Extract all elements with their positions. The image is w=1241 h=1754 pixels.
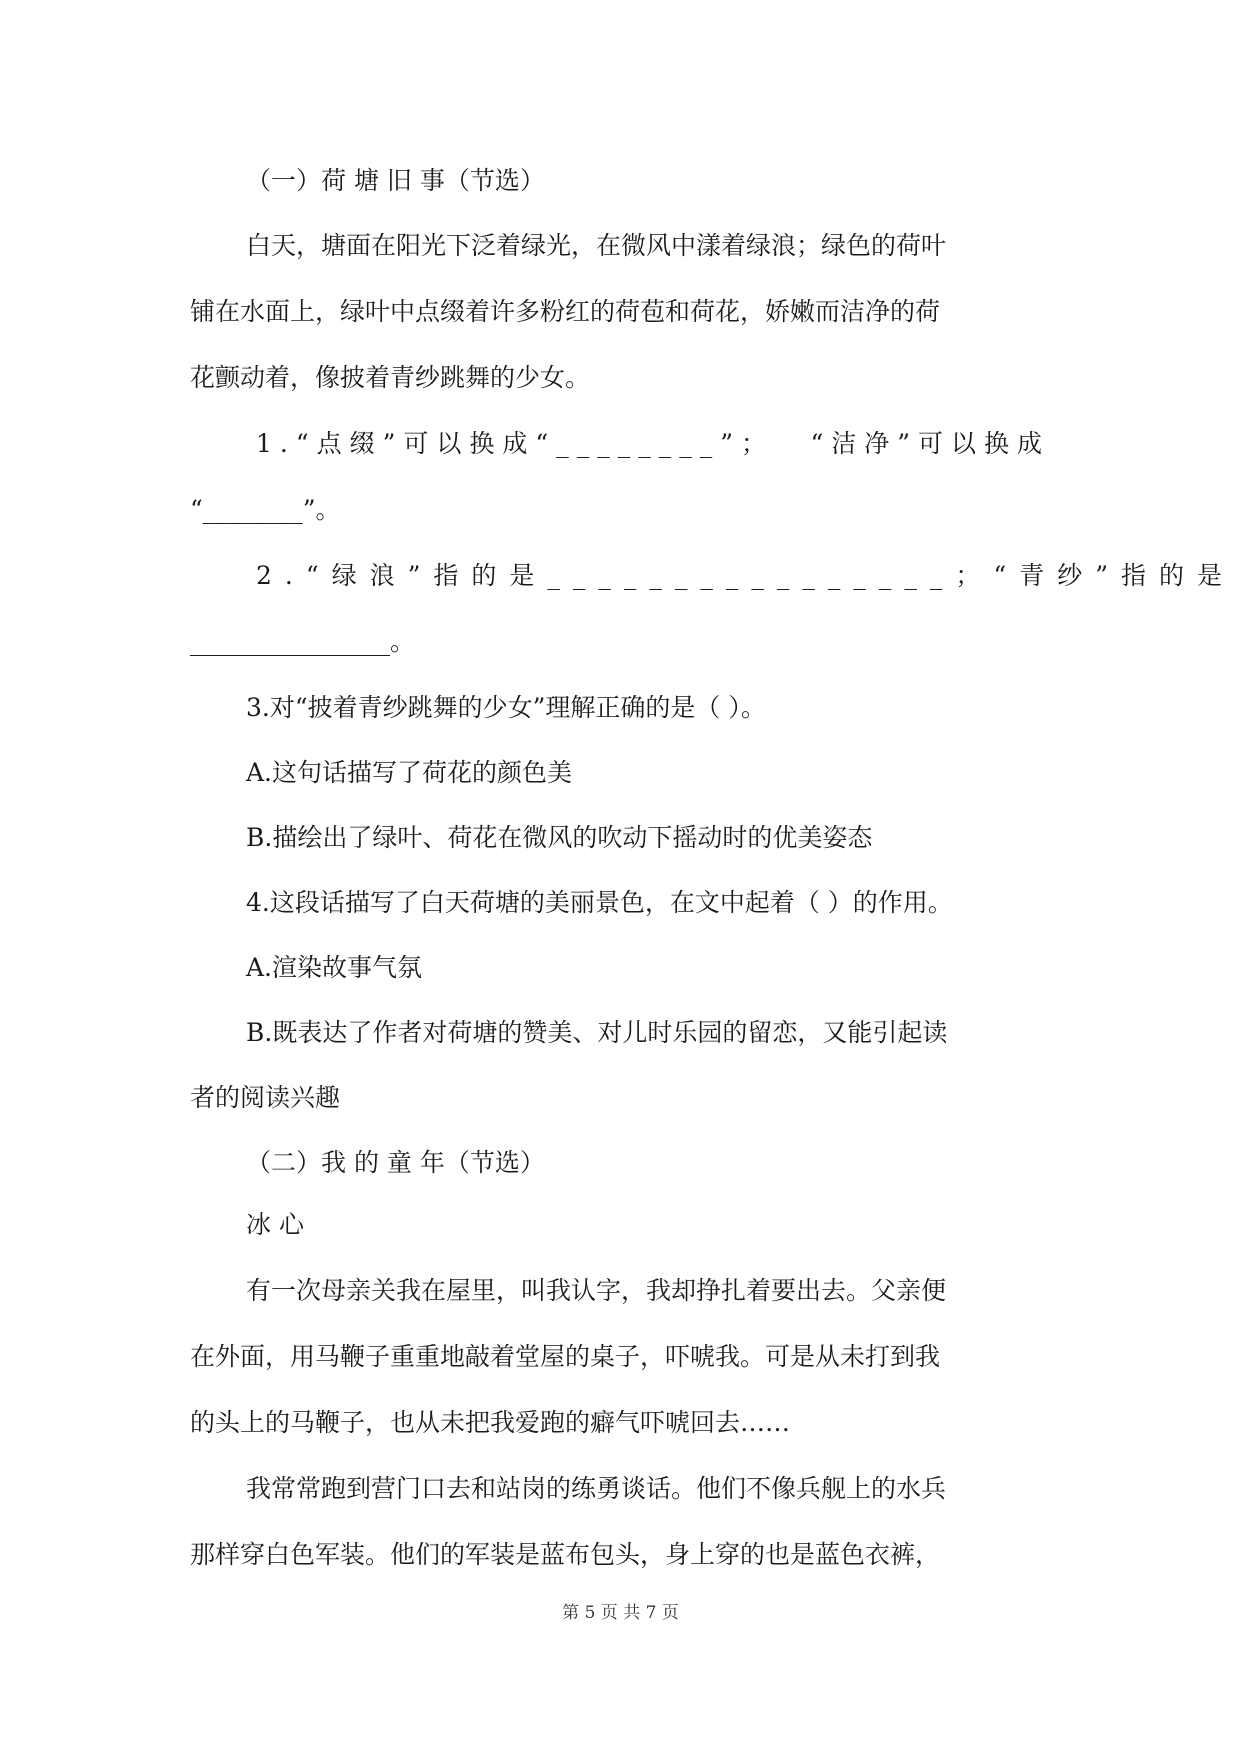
question-2-line-1 xyxy=(256,561,1235,590)
paragraph-1-line-1: 白天，塘面在阳光下泛着绿光，在微风中漾着绿浪；绿色的荷叶 xyxy=(246,231,947,260)
paragraph-3-line-2: 那样穿白色军装。他们的军装是蓝布包头，身上穿的也是蓝色衣裤， xyxy=(190,1540,941,1569)
question-2-part-a: 2.“绿浪”指的是________________； xyxy=(256,561,994,590)
author: 冰 心 xyxy=(246,1210,304,1239)
question-4-option-b-line-1: B.既表达了作者对荷塘的赞美、对儿时乐园的留恋，又能引起读 xyxy=(246,1018,948,1047)
paragraph-2-line-1: 有一次母亲关我在屋里，叫我认字，我却挣扎着要出去。父亲便 xyxy=(246,1276,947,1305)
paragraph-2-line-3: 的头上的马鞭子，也从未把我爱跑的癖气吓唬回去…… xyxy=(190,1408,791,1437)
question-1-line-1 xyxy=(256,431,1050,456)
paragraph-1-line-3: 花颤动着，像披着青纱跳舞的少女。 xyxy=(190,363,591,392)
question-1-line-2: “________”。 xyxy=(190,495,341,524)
section-2-heading: （二）我 的 童 年（节选） xyxy=(246,1148,545,1177)
paragraph-2-line-2: 在外面，用马鞭子重重地敲着堂屋的桌子，吓唬我。可是从未打到我 xyxy=(190,1342,941,1371)
paragraph-1-line-2: 铺在水面上，绿叶中点缀着许多粉红的荷苞和荷花，娇嫩而洁净的荷 xyxy=(190,297,941,326)
question-1-part-b: “洁净”可以换成 xyxy=(810,429,1050,458)
question-3-stem: 3.对“披着青纱跳舞的少女”理解正确的是（ ）。 xyxy=(246,693,766,722)
question-4-option-a: A.渲染故事气氛 xyxy=(246,953,423,982)
section-1-heading: （一）荷 塘 旧 事（节选） xyxy=(246,166,545,195)
question-1-part-a: 1.“点缀”可以换成“________”； xyxy=(256,429,774,458)
page-footer: 第 5 页 共 7 页 xyxy=(562,1603,679,1623)
question-3-option-b: B.描绘出了绿叶、荷花在微风的吹动下摇动时的优美姿态 xyxy=(246,823,873,852)
question-2-part-b: “青纱”指的是 xyxy=(993,561,1235,590)
question-3-option-a: A.这句话描写了荷花的颜色美 xyxy=(246,758,573,787)
question-4-option-b-line-2: 者的阅读兴趣 xyxy=(190,1083,341,1112)
paragraph-3-line-1: 我常常跑到营门口去和站岗的练勇谈话。他们不像兵舰上的水兵 xyxy=(246,1474,947,1503)
question-2-line-2: ________________。 xyxy=(190,627,416,656)
question-4-stem: 4.这段话描写了白天荷塘的美丽景色，在文中起着（ ）的作用。 xyxy=(246,888,953,917)
